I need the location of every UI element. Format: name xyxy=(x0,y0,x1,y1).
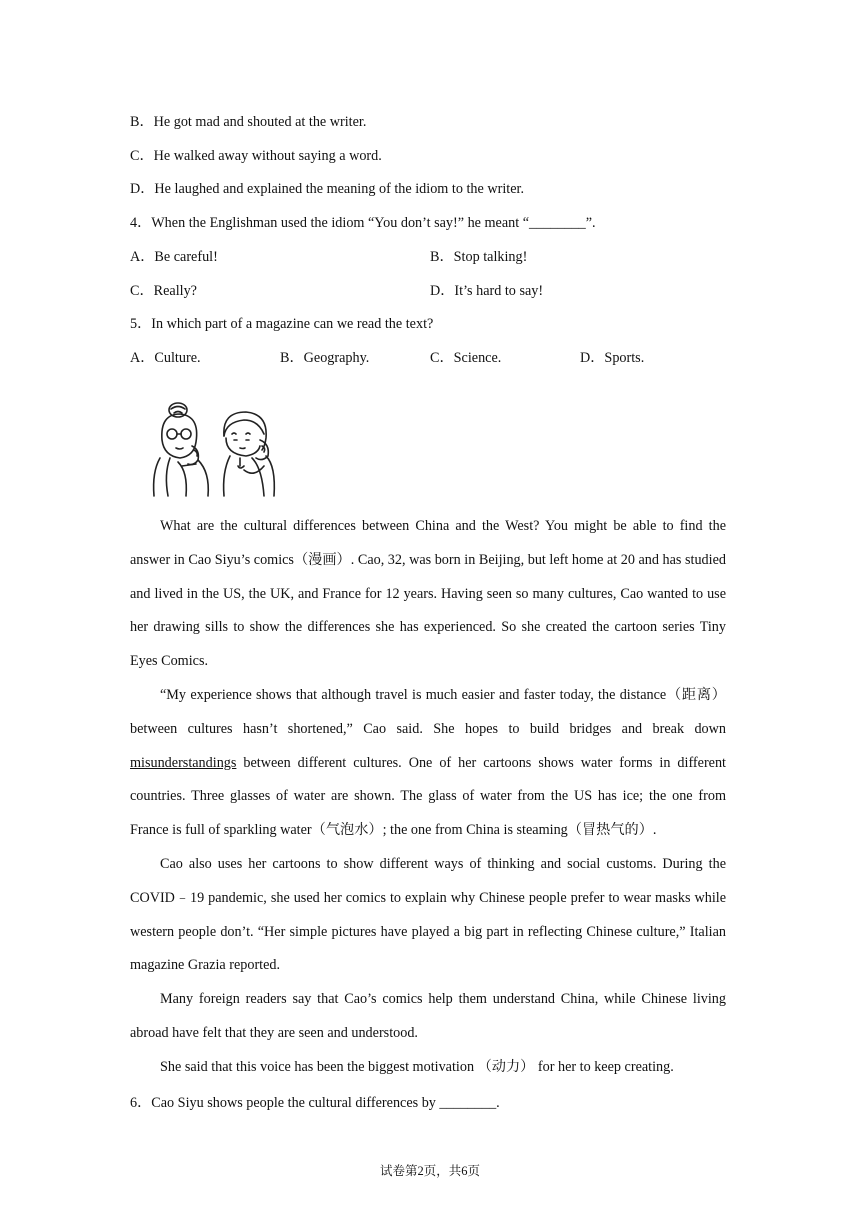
passage-paragraph-4: Many foreign readers say that Cao’s comics help them understand China, while Chinese living abroad have felt that they are seen and understood. xyxy=(130,991,726,1041)
q6-stem: 6．Cao Siyu shows people the cultural differences by ________. xyxy=(130,1095,500,1111)
underlined-word-misunderstandings: misunderstandings xyxy=(130,754,237,771)
page-footer: 试卷第2页，共6页 xyxy=(379,1164,480,1178)
q4-option-d: D．It’s hard to say! xyxy=(430,283,544,299)
q3-option-d: D．He laughed and explained the meaning of the idiom to the writer. xyxy=(130,181,524,197)
q4-stem: 4．When the Englishman used the idiom “You don’t say!” he meant “________”. xyxy=(130,215,596,231)
q4-option-c: C．Really? xyxy=(130,283,197,299)
q5-option-a: A．Culture. xyxy=(130,350,201,366)
q4-option-b: B．Stop talking! xyxy=(430,249,528,265)
q5-option-d: D．Sports. xyxy=(580,350,645,366)
passage-paragraph-5: She said that this voice has been the biggest motivation （动力） for her to keep creating. xyxy=(160,1059,674,1075)
passage-paragraph-2-start: “My experience shows that although travel is much easier and faster today, the distance（距离） between cultures hasn’t shortened,” Cao said. She hopes to build bridges and break down xyxy=(130,687,726,737)
passage-paragraph-2 xyxy=(130,679,726,848)
passage-paragraph-2-end: between different cultures. One of her cartoons shows water forms in different countries. Three glasses of water are shown. The glass of water from the US has ice; the one from France is full of sparkling water（气泡水）; the one from China is steaming（冒热气的）. xyxy=(130,754,726,839)
q4-option-a: A．Be careful! xyxy=(130,249,218,265)
passage-paragraph-1: What are the cultural differences between China and the West? You might be able to find the answer in Cao Siyu’s comics（漫画）. Cao, 32, was born in Beijing, but left home at 20 and has studied and lived in the US, the UK, and France for 12 years. Having seen so many cultures, Cao wanted to use her drawing sills to show the differences she has experienced. So she created the cartoon series Tiny Eyes Comics. xyxy=(130,518,726,670)
passage-paragraph-3: Cao also uses her cartoons to show different ways of thinking and social customs. During the COVID﹣19 pandemic, she used her comics to explain why Chinese people prefer to wear masks while western people don’t. “Her simple pictures have played a big part in reflecting Chinese culture,” Italian magazine Grazia reported. xyxy=(130,856,726,974)
q3-option-c: C．He walked away without saying a word. xyxy=(130,148,382,164)
two-girls-illustration xyxy=(148,400,278,500)
q3-option-b: B．He got mad and shouted at the writer. xyxy=(130,114,367,130)
q5-option-c: C．Science. xyxy=(430,350,502,366)
q5-option-b: B．Geography. xyxy=(280,350,370,366)
q5-stem: 5．In which part of a magazine can we read the text? xyxy=(130,316,434,332)
